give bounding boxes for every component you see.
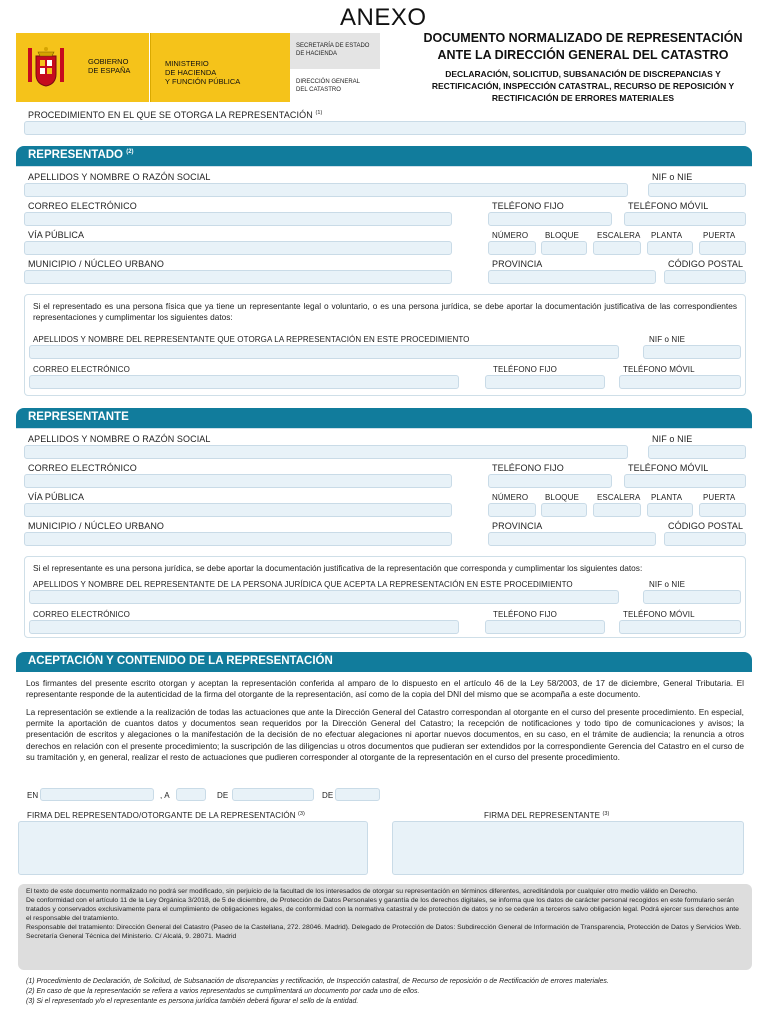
gobierno-line1: GOBIERNO bbox=[88, 57, 129, 66]
representado-legal-rep-box bbox=[24, 294, 746, 396]
representado-apellidos-field[interactable] bbox=[24, 183, 628, 197]
representado-nif-field[interactable] bbox=[648, 183, 746, 197]
representado-apellidos-label: APELLIDOS Y NOMBRE O RAZÓN SOCIAL bbox=[28, 172, 211, 182]
subtitle-line1: DECLARACIÓN, SOLICITUD, SUBSANACIÓN DE DISCREPANCIAS Y bbox=[445, 69, 721, 79]
document-title bbox=[400, 30, 766, 64]
representante-title: REPRESENTANTE bbox=[28, 411, 129, 423]
representado-divider bbox=[16, 166, 752, 167]
representado-bloque-field[interactable] bbox=[541, 241, 587, 255]
title-line2: ANTE LA DIRECCIÓN GENERAL DEL CATASTRO bbox=[437, 48, 729, 62]
representante-cp-label: CÓDIGO POSTAL bbox=[668, 521, 744, 531]
ministerio-line1: MINISTERIO bbox=[165, 59, 209, 68]
representante-municipio-label: MUNICIPIO / NÚCLEO URBANO bbox=[28, 521, 165, 531]
ministerio-line2: DE HACIENDA bbox=[165, 68, 217, 77]
legal-paragraph-2: De conformidad con el artículo 11 de la Ley Orgánica 3/2018, de 5 de diciembre, de Protección de Datos Personales y garantía de los derechos digitales, se informa que los datos de carácter personal recogidos en este formulario serán tratados y conservados exclusivamente para el cumplimiento de obligaciones legales, de conformidad con la normativa catastral y de protección de datos y no se cederán a terceros salvo obligación legal. Podrá ejercer sus derechos ante el responsable del tratamiento. bbox=[26, 897, 739, 922]
representante-box-telfijo-field[interactable] bbox=[485, 620, 605, 634]
representado-municipio-field[interactable] bbox=[24, 270, 452, 284]
representado-telmovil-field[interactable] bbox=[624, 212, 746, 226]
representado-box-correo-label: CORREO ELECTRÓNICO bbox=[33, 365, 130, 374]
representante-puerta-field[interactable] bbox=[699, 503, 746, 517]
representante-nif-label: NIF o NIE bbox=[652, 434, 693, 444]
representante-box-text: Si el representante es una persona jurídica, se debe aportar la documentación justificativa de la representación que corresponda y cumplimentar los siguientes datos: bbox=[33, 563, 643, 573]
fecha-de-label-1: DE bbox=[217, 791, 229, 800]
representado-cp-field[interactable] bbox=[664, 270, 746, 284]
representado-box-telmovil-field[interactable] bbox=[619, 375, 741, 389]
representante-provincia-label: PROVINCIA bbox=[492, 521, 543, 531]
representante-box-telfijo-label: TELÉFONO FIJO bbox=[493, 610, 557, 619]
representado-box-correo-field[interactable] bbox=[29, 375, 459, 389]
representante-box-telmovil-label: TELÉFONO MÓVIL bbox=[623, 610, 695, 619]
representante-via-label: VÍA PÚBLICA bbox=[28, 492, 85, 502]
representante-telmovil-label: TELÉFONO MÓVIL bbox=[628, 463, 709, 473]
representado-puerta-field[interactable] bbox=[699, 241, 746, 255]
representado-box-nif-field[interactable] bbox=[643, 345, 741, 359]
firma-representado-ref: (3) bbox=[297, 811, 305, 817]
representado-bloque-label: BLOQUE bbox=[545, 231, 579, 240]
procedimiento-field[interactable] bbox=[24, 121, 746, 135]
representado-box-text: Si el representado es una persona física que ya tiene un representante legal o voluntario, o es una persona jurídica, se debe aportar la documentación justificativa de las correspondientes representaciones y cumplimentar los siguientes datos: bbox=[33, 301, 737, 323]
lugar-field[interactable] bbox=[40, 788, 154, 801]
representado-header bbox=[16, 146, 752, 166]
aceptacion-title: ACEPTACIÓN Y CONTENIDO DE LA REPRESENTACIÓN bbox=[28, 655, 333, 667]
representado-box-nif-label: NIF o NIE bbox=[649, 335, 686, 344]
mes-field[interactable] bbox=[232, 788, 314, 801]
firma-representante-text: FIRMA DEL REPRESENTANTE bbox=[484, 811, 601, 820]
representante-provincia-field[interactable] bbox=[488, 532, 656, 546]
representado-municipio-label: MUNICIPIO / NÚCLEO URBANO bbox=[28, 259, 165, 269]
representado-via-label: VÍA PÚBLICA bbox=[28, 230, 85, 240]
direccion-block bbox=[296, 78, 360, 94]
ministerio-text bbox=[165, 59, 240, 86]
procedimiento-label-text: PROCEDIMIENTO EN EL QUE SE OTORGA LA REPRESENTACIÓN bbox=[28, 110, 313, 120]
secretaria-block bbox=[290, 33, 380, 69]
representante-divider bbox=[16, 428, 752, 429]
representante-apellidos-label: APELLIDOS Y NOMBRE O RAZÓN SOCIAL bbox=[28, 434, 211, 444]
representante-correo-label: CORREO ELECTRÓNICO bbox=[28, 463, 137, 473]
legal-paragraph-3: Responsable del tratamiento: Dirección General del Catastro (Paseo de la Castellana, 272. 28046. Madrid). Delegado de Protección de Datos: Subdirección General de Información de Transparencia, Protección de Datos y Servicios Web. Secretaría General Técnica del Ministerio. C/ Alcalá, 9. 28071. Madrid bbox=[26, 924, 742, 940]
representado-correo-label: CORREO ELECTRÓNICO bbox=[28, 201, 137, 211]
representante-header bbox=[16, 408, 752, 428]
representante-box-correo-field[interactable] bbox=[29, 620, 459, 634]
gobierno-logo bbox=[16, 33, 149, 102]
representado-box-telfijo-label: TELÉFONO FIJO bbox=[493, 365, 557, 374]
representado-box-apellidos-field[interactable] bbox=[29, 345, 619, 359]
title-line1: DOCUMENTO NORMALIZADO DE REPRESENTACIÓN bbox=[423, 31, 743, 45]
firma-representante-ref: (3) bbox=[602, 811, 610, 817]
representante-puerta-label: PUERTA bbox=[703, 493, 736, 502]
representado-provincia-label: PROVINCIA bbox=[492, 259, 543, 269]
footnote-3: (3) Si el representado y/o el representante es persona jurídica también deberá figurar el sello de la entidad. bbox=[26, 998, 359, 1005]
aceptacion-paragraph-1: Los firmantes del presente escrito otorgan y aceptan la representación conferida al amparo de lo dispuesto en el artículo 46 de la Ley 58/2003, de 17 de diciembre, General Tributaria. El representante responde de la autenticidad de la firma del otorgante de la representación, así como de la copia del DNI del mismo que se acompaña a este documento. bbox=[26, 678, 744, 700]
representante-escalera-label: ESCALERA bbox=[597, 493, 641, 502]
direccion-line2: DEL CATASTRO bbox=[296, 87, 341, 93]
procedimiento-ref: (1) bbox=[315, 110, 323, 116]
representado-telfijo-label: TELÉFONO FIJO bbox=[492, 201, 564, 211]
lugar-en-label: EN bbox=[27, 791, 39, 800]
firma-representado-text: FIRMA DEL REPRESENTADO/OTORGANTE DE LA REPRESENTACIÓN bbox=[27, 811, 296, 820]
representante-municipio-field[interactable] bbox=[24, 532, 452, 546]
representante-correo-field[interactable] bbox=[24, 474, 452, 488]
representado-box-apellidos-label: APELLIDOS Y NOMBRE DEL REPRESENTANTE QUE OTORGA LA REPRESENTACIÓN EN ESTE PROCEDIMIENTO bbox=[33, 335, 470, 344]
representante-box-nif-label: NIF o NIE bbox=[649, 580, 686, 589]
representado-box-telmovil-label: TELÉFONO MÓVIL bbox=[623, 365, 695, 374]
representante-box-nif-field[interactable] bbox=[643, 590, 741, 604]
representante-nif-field[interactable] bbox=[648, 445, 746, 459]
representado-puerta-label: PUERTA bbox=[703, 231, 736, 240]
firma-representado-label bbox=[27, 811, 305, 820]
representante-box-apellidos-label: APELLIDOS Y NOMBRE DEL REPRESENTANTE DE LA PERSONA JURÍDICA QUE ACEPTA LA REPRESENTACIÓN EN ESTE PROCEDIMIENTO bbox=[33, 580, 573, 589]
representante-telfijo-field[interactable] bbox=[488, 474, 612, 488]
document-subtitle bbox=[400, 68, 766, 104]
representante-box-correo-label: CORREO ELECTRÓNICO bbox=[33, 610, 130, 619]
procedimiento-label bbox=[28, 110, 322, 120]
representante-bloque-field[interactable] bbox=[541, 503, 587, 517]
fecha-de-label-2: DE bbox=[322, 791, 334, 800]
representado-escalera-label: ESCALERA bbox=[597, 231, 641, 240]
representante-planta-field[interactable] bbox=[647, 503, 693, 517]
representante-via-field[interactable] bbox=[24, 503, 452, 517]
representado-numero-field[interactable] bbox=[488, 241, 536, 255]
representante-escalera-field[interactable] bbox=[593, 503, 641, 517]
aceptacion-header bbox=[16, 652, 752, 672]
representado-provincia-field[interactable] bbox=[488, 270, 656, 284]
dia-field[interactable] bbox=[176, 788, 206, 801]
ministerio-block bbox=[150, 33, 290, 102]
firma-representante-label bbox=[484, 811, 609, 820]
anio-field[interactable] bbox=[335, 788, 380, 801]
firma-representado-field[interactable] bbox=[18, 821, 368, 875]
aceptacion-paragraph-2: La representación se extiende a la realización de todas las actuaciones que ante la Dirección General del Catastro correspondan al otorgante en el curso del presente procedimiento. En especial, permite la aportación de cuantos datos y documentos sean requeridos por la Dirección General del Catastro; la recepción de notificaciones y todo tipo de comunicaciones y avisos; la presentación de escritos y alegaciones o la manifestación de la decisión de no efectuar alegaciones ni aportar nuevos documentos, en su caso, en el trámite de audiencia; la renuncia a otros derechos en relación con el presente procedimiento; la suscripción de las diligencias u otros documentos que pudieran ser extendidos por la correspondiente Gerencia del Catastro en el curso de su tramitación y, en general, realizar el resto de actuaciones que pudieren corresponder al otorgante de la representación en el curso del presente procedimiento. bbox=[26, 707, 744, 762]
footnote-2: (2) En caso de que la representación se refiera a varios representados se cumplimentará un documento por cada uno de ellos. bbox=[26, 988, 420, 995]
gobierno-line2: DE ESPAÑA bbox=[88, 66, 131, 75]
legal-paragraph-1: El texto de este documento normalizado no podrá ser modificado, sin perjuicio de la facultad de los interesados de otorgar su representación en términos diferentes, acreditándola por cualquier otro medio válido en Derecho. bbox=[26, 888, 698, 895]
representado-cp-label: CÓDIGO POSTAL bbox=[668, 259, 744, 269]
subtitle-line2: RECTIFICACIÓN, INSPECCIÓN CATASTRAL, RECURSO DE REPOSICIÓN Y bbox=[431, 81, 735, 91]
legal-notice bbox=[18, 884, 752, 970]
representante-planta-label: PLANTA bbox=[651, 493, 683, 502]
gobierno-text bbox=[88, 57, 130, 75]
representado-nif-label: NIF o NIE bbox=[652, 172, 693, 182]
representante-apellidos-field[interactable] bbox=[24, 445, 628, 459]
representante-telmovil-field[interactable] bbox=[624, 474, 746, 488]
representante-numero-field[interactable] bbox=[488, 503, 536, 517]
representado-planta-label: PLANTA bbox=[651, 231, 683, 240]
representado-numero-label: NÚMERO bbox=[492, 231, 529, 240]
representado-via-field[interactable] bbox=[24, 241, 452, 255]
representante-telfijo-label: TELÉFONO FIJO bbox=[492, 463, 564, 473]
fecha-a-label: , A bbox=[160, 791, 170, 800]
footnote-1: (1) Procedimiento de Declaración, de Solicitud, de Subsanación de discrepancias y rectificación, de Inspección catastral, de Recurso de reposición o de Rectificación de errores materiales. bbox=[26, 978, 609, 985]
representado-box-telfijo-field[interactable] bbox=[485, 375, 605, 389]
direccion-line1: DIRECCIÓN GENERAL bbox=[296, 79, 361, 85]
representante-juridica-box bbox=[24, 556, 746, 638]
ministerio-line3: Y FUNCIÓN PÚBLICA bbox=[165, 77, 241, 86]
representado-telmovil-label: TELÉFONO MÓVIL bbox=[628, 201, 709, 211]
secretaria-line2: DE HACIENDA bbox=[296, 51, 338, 57]
subtitle-line3: RECTIFICACIÓN DE ERRORES MATERIALES bbox=[491, 93, 675, 103]
representado-correo-field[interactable] bbox=[24, 212, 452, 226]
representado-telfijo-field[interactable] bbox=[488, 212, 612, 226]
representante-bloque-label: BLOQUE bbox=[545, 493, 579, 502]
annex-title: ANEXO bbox=[340, 4, 427, 31]
coat-of-arms-icon bbox=[26, 42, 66, 92]
firma-representante-field[interactable] bbox=[392, 821, 744, 875]
representante-box-telmovil-field[interactable] bbox=[619, 620, 741, 634]
representante-numero-label: NÚMERO bbox=[492, 493, 529, 502]
representante-box-apellidos-field[interactable] bbox=[29, 590, 619, 604]
representado-planta-field[interactable] bbox=[647, 241, 693, 255]
representado-ref: (2) bbox=[126, 149, 134, 155]
representado-title: REPRESENTADO bbox=[28, 149, 123, 161]
representado-escalera-field[interactable] bbox=[593, 241, 641, 255]
representante-cp-field[interactable] bbox=[664, 532, 746, 546]
secretaria-line1: SECRETARÍA DE ESTADO bbox=[296, 43, 370, 49]
